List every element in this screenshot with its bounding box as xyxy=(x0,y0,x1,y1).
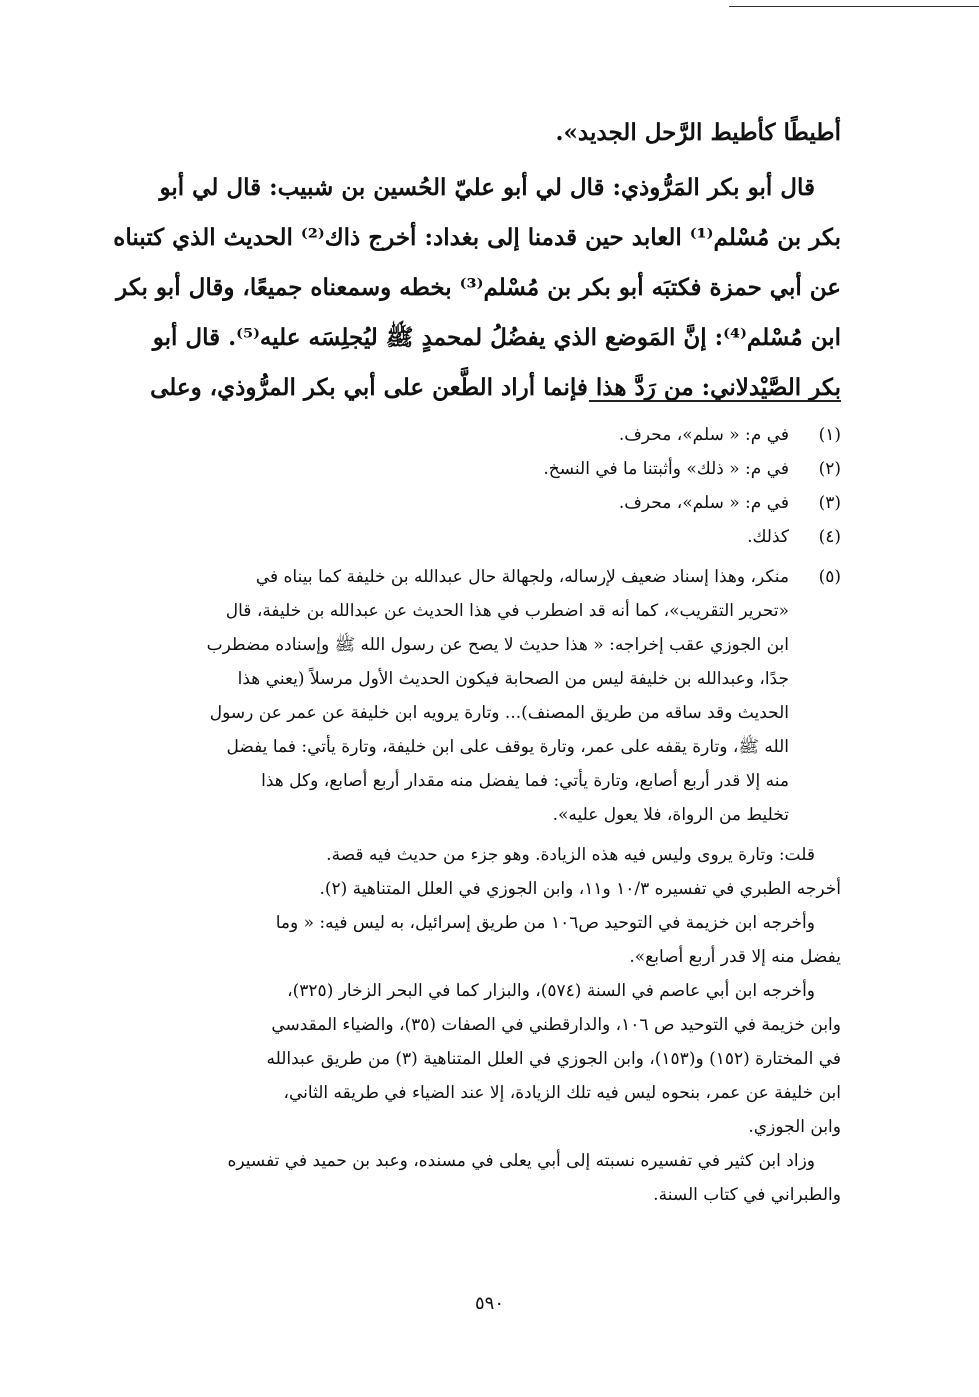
footnote-separator xyxy=(589,400,841,402)
footnote-5-line-5: الحديث وقد ساقه من طريق المصنف)... وتارة يرويه ابن خليفة عن عمر عن رسول xyxy=(209,703,789,723)
footnote-5-line-2: «تحرير التقريب»، كما أنه قد اضطرب في هذا الحديث عن عبدالله بن خليفة، قال xyxy=(225,601,789,621)
note-line-8: ابن خليفة عن عمر، بنحوه ليس فيه تلك الزيادة، إلا عند الضياء في طريقه الثاني، xyxy=(283,1083,841,1103)
footnote-number: (٥) xyxy=(818,567,841,587)
footnote-4 xyxy=(133,520,841,554)
note-line-11: والطبراني في كتاب السنة. xyxy=(653,1185,841,1205)
footnote-number: (١) xyxy=(818,425,841,445)
note-line-2: أخرجه الطبري في تفسيره ١٠/٣ و١١، وابن الجوزي في العلل المتناهية (٢). xyxy=(319,879,841,899)
note-line-7: في المختارة (١٥٢) و(١٥٣)، وابن الجوزي في العلل المتناهية (٣) من طريق عبدالله xyxy=(266,1049,841,1069)
footnote-5-body xyxy=(133,560,789,832)
main-line-2: بكر بن مُسْلم⁽¹⁾ العابد حين قدمنا إلى بغداد: أخرج ذاك⁽²⁾ الحديث الذي كتبناه xyxy=(113,224,841,251)
top-rule xyxy=(729,6,979,7)
footnote-1 xyxy=(133,418,841,452)
main-line-4: ابن مُسْلم⁽⁴⁾: إنَّ المَوضع الذي يفضُلُ لمحمدٍ ﷺ ليُجلِسَه عليه⁽⁵⁾. قال أبو xyxy=(152,324,841,351)
footnote-3 xyxy=(133,486,841,520)
footnote-text: في م: « سلم»، محرف. xyxy=(618,493,789,513)
note-line-6: وابن خزيمة في التوحيد ص ١٠٦، والدارقطني في الصفات (٣٥)، والضياء المقدسي xyxy=(271,1015,841,1035)
footnote-5-line-4: جدًا، وعبدالله بن خليفة ليس من الصحابة فيكون الحديث الأول مرسلاً (يعني هذا xyxy=(237,669,789,689)
footnote-text: في م: « سلم»، محرف. xyxy=(618,425,789,445)
footnote-text: كذلك. xyxy=(747,527,789,547)
footnote-5 xyxy=(133,560,841,832)
opening-line xyxy=(133,108,841,158)
note-line-1: قلت: وتارة يروى وليس فيه هذه الزيادة. وهو جزء من حديث فيه قصة. xyxy=(326,845,815,865)
main-line-5: بكر الصَّيْدلاني: من رَدَّ هذا فإنما أراد الطَّعن على أبي بكر المرُّوذي، وعلى xyxy=(150,374,841,401)
main-line-1: قال أبو بكر المَرُّوذي: قال لي أبو عليّ الحُسين بن شبيب: قال لي أبو xyxy=(159,174,815,201)
main-paragraph xyxy=(113,163,841,413)
footnote-5-line-7: منه إلا قدر أربع أصابع، وتارة يأتي: فما يفضل منه مقدار أربع أصابع، وكل هذا xyxy=(261,771,789,791)
note-line-5: وأخرجه ابن أبي عاصم في السنة (٥٧٤)، والبزار كما في البحر الزخار (٣٢٥)، xyxy=(287,981,815,1001)
note-line-9: وابن الجوزي. xyxy=(748,1117,841,1137)
footnote-number: (٤) xyxy=(818,527,841,547)
footnote-5-line-6: الله ﷺ، وتارة يقفه على عمر، وتارة يوقف على ابن خليفة، وتارة يأتي: فما يفضل xyxy=(226,737,789,757)
footnote-text: في م: « ذلك» وأثبتنا ما في النسخ. xyxy=(543,459,789,479)
note-line-3: وأخرجه ابن خزيمة في التوحيد ص١٠٦ من طريق إسرائيل، به ليس فيه: « وما xyxy=(275,913,815,933)
footnote-5-line-1: منكر، وهذا إسناد ضعيف لإرساله، ولجهالة حال عبدالله بن خليفة كما بيناه في xyxy=(255,567,789,587)
annotation-notes xyxy=(133,838,841,1212)
page-number: ٥٩٠ xyxy=(474,1293,504,1314)
note-line-10: وزاد ابن كثير في تفسيره نسبته إلى أبي يعلى في مسنده، وعبد بن حميد في تفسيره xyxy=(227,1151,815,1171)
opening-text: أطيطًا كأطيط الرَّحل الجديد». xyxy=(555,119,841,146)
footnote-number: (٢) xyxy=(818,459,841,479)
main-line-3: عن أبي حمزة فكتبَه أبو بكر بن مُسْلم⁽³⁾ بخطه وسمعناه جميعًا، وقال أبو بكر xyxy=(116,274,841,301)
note-line-4: يفضل منه إلا قدر أربع أصابع». xyxy=(629,947,841,967)
footnote-5-line-3: ابن الجوزي عقب إخراجه: « هذا حديث لا يصح عن رسول الله ﷺ وإسناده مضطرب xyxy=(206,635,789,655)
footnote-5-line-8: تخليط من الرواة، فلا يعول عليه». xyxy=(552,805,789,825)
footnote-2 xyxy=(133,452,841,486)
footnotes-list xyxy=(133,418,841,554)
footnote-number: (٣) xyxy=(818,493,841,513)
